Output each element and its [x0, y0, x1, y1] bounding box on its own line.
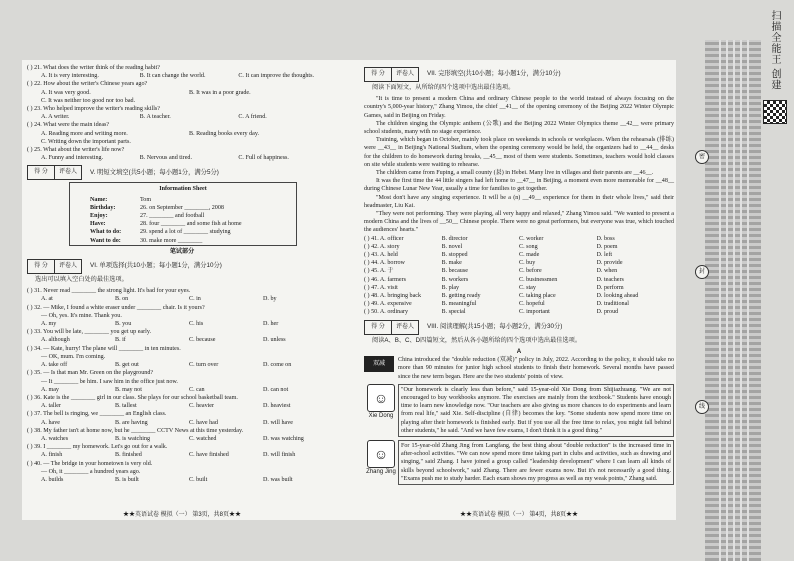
- page-3: [27, 64, 337, 519]
- information-sheet: [69, 182, 297, 245]
- cloze-option: ( ) 45. A. 于: [364, 268, 394, 275]
- mc-option: C. his: [189, 321, 204, 328]
- passage-paragraph: "Most don't have any singing experience. It will be a (n) __49__ experience for them in their whole lives," said their headmaster, Liu Kai.: [364, 194, 674, 209]
- info-row: Want to do: 30. make more ________: [90, 237, 203, 244]
- cloze-option: ( ) 50. A. ordinary: [364, 309, 409, 316]
- part-title: 笔试部分: [169, 247, 195, 255]
- section-5-header: [27, 165, 337, 180]
- score-box: 得 分 评卷人: [364, 320, 419, 335]
- mc-options: [27, 402, 337, 410]
- cloze-option-row: [364, 243, 674, 251]
- mc-option: A. although: [41, 337, 70, 344]
- options-23: A. A writer. B. A teacher. C. A friend.: [41, 114, 267, 121]
- cloze-option-row: [364, 251, 674, 259]
- zhang-jing-text: For 15-year-old Zhang Jing from Langfang, the best thing about "double reduction" is the increased time in after-school activities. "We can now spend more time taking part in clubs and activities, such as drawing and singing," said Zhang. I have joined a group called "leadership development" where I can learn all kinds of skills beyond schoolwork," said Zhang. There are fewer exams now. But it's not necessarily a good thing. "Exams push me to study harder. Each exam shows my progress as well as my weak points," Zhang said.: [398, 440, 674, 485]
- mc-question-reply: — It ________ be him. I saw him in the office just now.: [41, 378, 178, 385]
- cloze-option: ( ) 44. A. borrow: [364, 260, 405, 267]
- seal-circle: 封: [695, 265, 709, 279]
- mc-options: [27, 419, 337, 427]
- cloze-option: C. taking place: [519, 293, 556, 300]
- cloze-option-row: [364, 308, 674, 316]
- score-box: 得 分 评卷人: [27, 259, 82, 274]
- info-row: Have: 28. four ________ and some fish at home: [90, 221, 242, 228]
- cloze-option: ( ) 46. A. farmers: [364, 276, 406, 283]
- mc-option: D. come on: [263, 362, 292, 369]
- mc-options: [27, 361, 337, 369]
- mc-option: B. may not: [115, 386, 142, 393]
- mc-option: C. have had: [189, 419, 218, 426]
- xie-dong-text: "Our homework is clearly less than before," said 15-year-old Xie Dong from Shijiazhuang. "We are not encouraged to buy workbooks anymore. The exercises are mainly from the textbook." Students have enough time to learn new knowledge now. "Our teachers are also giving us more chances to do experiments and learn from real life," said Xie. Self-discipline (自律) becomes the key. "Some students now spend more time on playing after their homework is finished early. But if you use all the free time to relax, you might fall behind other students," he said. "And we have few exams, I don't think it is a good thing.": [398, 384, 674, 437]
- cloze-option: D. looking ahead: [596, 293, 639, 300]
- cloze-option: ( ) 43. A. held: [364, 252, 398, 259]
- section-6-instruction: 选出可以填入空白处的最佳选项。: [35, 276, 128, 284]
- mc-option: A. may: [41, 386, 59, 393]
- scanner-watermark: 扫描全能王 创建: [769, 10, 780, 91]
- cloze-option: B. getting ready: [441, 293, 481, 300]
- mc-option: C. in: [189, 296, 201, 303]
- cloze-option: B. because: [441, 268, 468, 275]
- mc-options: [27, 336, 337, 344]
- cloze-option: C. businessmen: [519, 276, 558, 283]
- section-7-title: VII. 完形填空(共10小题；每小题1分，满分10分): [427, 70, 561, 78]
- mc-option: D. was built: [263, 476, 293, 483]
- cloze-option: D. boss: [596, 235, 615, 242]
- options-22-c: C. It was neither too good nor too bad.: [41, 97, 136, 104]
- qr-code-icon: [763, 100, 787, 124]
- passage-paragraph: "It is time to present a modern China and ordinary Chinese people to the world instead of always focusing on the country's 5,000-year history," Zhang Yimou, the chief __41__ of the opening ceremony of the Beijing 2022 Winter Olympic Games, said in Beijing on Friday.: [364, 96, 674, 119]
- avatar: ☺ Zhang Jing: [364, 440, 398, 485]
- info-row: What to do: 29. spend a lot of ________ studying: [90, 229, 231, 236]
- info-row: Name: Tom: [90, 196, 152, 203]
- mc-option: B. on: [115, 296, 129, 303]
- info-title: Information Sheet: [159, 186, 207, 193]
- zhang-jing-block: [364, 440, 674, 485]
- mc-question: ( ) 33. You will be late, ________ you get up early.: [27, 329, 152, 336]
- mc-option: B. is built: [115, 476, 139, 483]
- question-22: ( ) 22. How about the writer's Chinese years ago?: [27, 81, 148, 88]
- cloze-option: D. left: [596, 252, 613, 259]
- mc-option: A. finish: [41, 452, 63, 459]
- mc-option: A. taller: [41, 403, 61, 410]
- score-box: 得 分 评卷人: [27, 165, 82, 180]
- page-footer: ★★英语试卷 模拟（一） 第4页，共8页★★: [459, 511, 578, 518]
- mc-option: B. are having: [115, 419, 148, 426]
- mc-option: A. have: [41, 419, 60, 426]
- cloze-option: C. buy: [519, 260, 536, 267]
- mc-option: B. if: [115, 337, 126, 344]
- cloze-option: D. when: [596, 268, 618, 275]
- question-24: ( ) 24. What were the main ideas?: [27, 122, 110, 129]
- mc-option: C. built: [189, 476, 208, 483]
- cloze-passage: [364, 95, 674, 234]
- mc-option: B. finished: [115, 452, 142, 459]
- mc-question-reply: — Oh, yes. It's mine. Thank you.: [41, 312, 122, 319]
- mc-option: C. because: [189, 337, 216, 344]
- passage-a-label: A: [516, 347, 522, 355]
- question-25: ( ) 25. What about the writer's life now?: [27, 147, 125, 154]
- cloze-option: B. special: [441, 309, 466, 316]
- section-6-title: VI. 单项选择(共10小题；每小题1分，满分10分): [90, 262, 222, 270]
- cloze-option: C. stay: [519, 284, 536, 291]
- cloze-option: ( ) 49. A. expensive: [364, 301, 412, 308]
- cloze-option: D. traditional: [596, 301, 629, 308]
- mc-question: ( ) 35. — Is that man Mr. Green on the playground?: [27, 370, 154, 377]
- mc-option: D. by: [263, 296, 277, 303]
- mc-option: C. turn over: [189, 362, 219, 369]
- page-4: [364, 64, 674, 519]
- mc-options: [27, 386, 337, 394]
- mc-option: B. tallest: [115, 403, 137, 410]
- mc-options: [27, 476, 337, 484]
- cloze-option: C. made: [519, 252, 540, 259]
- mc-question: ( ) 36. Kate is the ________ girl in our class. She plays for our school basketball team.: [27, 394, 238, 401]
- cloze-option: D. teachers: [596, 276, 624, 283]
- question-23: ( ) 23. Who helped improve the writer's reading skills?: [27, 106, 160, 113]
- mc-option: D. her: [263, 321, 279, 328]
- student-icon: ☺: [367, 384, 395, 412]
- intro-block: [364, 356, 674, 381]
- scan-texture-overlay: [719, 40, 749, 561]
- mc-question: ( ) 34. — Kate, hurry! The plane will ________ in ten minutes.: [27, 345, 181, 352]
- mc-question: ( ) 39. I ________ my homework. Let's go out for a walk.: [27, 444, 168, 451]
- mc-option: B. is watching: [115, 435, 151, 442]
- cloze-option-row: [364, 235, 674, 243]
- mc-options: [27, 295, 337, 303]
- cloze-option: ( ) 47. A. visit: [364, 284, 398, 291]
- mc-question-reply: — Oh, it ________ a hundred years ago.: [41, 468, 141, 475]
- mc-option: B. you: [115, 321, 132, 328]
- passage-paragraph: "They were not performing. They were playing, all very happy and relaxed," Zhang Yimou said. "We wanted to present a modern China and the lives of __50__ Chinese people. There were no great performers, but everyone was true, which touched the audiences' hearts.": [364, 211, 674, 234]
- mc-question: ( ) 32. — Mike, I found a white eraser under ________ chair. Is it yours?: [27, 304, 205, 311]
- mc-options: [27, 451, 337, 459]
- mc-question-reply: — OK, mum. I'm coming.: [41, 353, 106, 360]
- avatar: ☺ Xie Dong: [364, 384, 398, 437]
- options-22: A. It was very good. B. It was in a poor grade.: [41, 89, 251, 96]
- cloze-option: C. song: [519, 243, 538, 250]
- section-8-instruction: 阅读A、B、C、D四篇短文，然后从各小题所给的四个选项中选出最佳选项。: [372, 336, 582, 344]
- cloze-option: D. poem: [596, 243, 618, 250]
- mc-option: A. at: [41, 296, 53, 303]
- options-24: A. Reading more and writing more. B. Reading books every day.: [41, 130, 260, 137]
- info-row: Birthday: 26. on September ________, 2008: [90, 204, 224, 211]
- cloze-option: B. stopped: [441, 252, 468, 259]
- mc-question: ( ) 40. — The bridge in your hometown is very old.: [27, 460, 153, 467]
- options-25: A. Funny and interesting. B. Nervous and tired. C. Full of happiness.: [41, 155, 289, 162]
- cloze-options: [364, 235, 674, 317]
- cloze-option: ( ) 42. A. story: [364, 243, 400, 250]
- section-7-header: [364, 67, 674, 82]
- mc-option: C. watched: [189, 435, 217, 442]
- cloze-option: ( ) 41. A. officer: [364, 235, 404, 242]
- cloze-option: B. director: [441, 235, 468, 242]
- mc-option: B. get out: [115, 362, 139, 369]
- cloze-option: D. proud: [596, 309, 619, 316]
- cloze-option: B. play: [441, 284, 460, 291]
- info-row: Enjoy: 27. ________ and football: [90, 213, 205, 220]
- mc-option: A. take off: [41, 362, 68, 369]
- cloze-option-row: [364, 259, 674, 267]
- mc-option: A. builds: [41, 476, 64, 483]
- intro-text: China introduced the "double reduction (双减)" policy in July, 2022. According to the policy, it should take no more than 90 minutes for junior high school students to finish their homework. Several months have passed since the new term began. Here are the two students' points of view.: [398, 357, 674, 380]
- cloze-option: C. hopeful: [519, 301, 545, 308]
- mc-option: A. my: [41, 321, 57, 328]
- cloze-option: D. provide: [596, 260, 623, 267]
- section-6-header: [27, 259, 337, 274]
- binding-strip: [698, 10, 794, 561]
- double-reduction-logo: 双减: [364, 356, 394, 372]
- mc-question: ( ) 31. Never read ________ the strong light. It's bad for your eyes.: [27, 288, 191, 295]
- cloze-option: C. before: [519, 268, 542, 275]
- mc-option: D. will finish: [263, 452, 296, 459]
- question-21: ( ) 21. What does the writer think of the reading habit?: [27, 65, 160, 71]
- cloze-option: C. important: [519, 309, 550, 316]
- section-8-title: VIII. 阅读理解(共15小题；每小题2分，满分30分): [427, 323, 563, 331]
- passage-paragraph: The children singing the Olympic anthem (公歌) and the Beijing 2022 Winter Olympics theme __42__ were primary school students, many with no stage experience.: [364, 120, 674, 136]
- mc-option: D. heaviest: [263, 403, 291, 410]
- passage-paragraph: Training, which began in October, mainly took place on weekends in schools or workplaces. When the rehearsals (排练) were __43__ in Beijing's National Stadium, when the opening ceremony would be held, the organizers had to __44__ desks for the children to do homework during breaks, __45__ most of them were students. Sometimes, teachers would hold classes on site while students were waiting to rehearse.: [364, 137, 674, 168]
- cloze-option-row: [364, 292, 674, 300]
- score-box: 得 分 评卷人: [364, 67, 419, 82]
- section-5-title: V. 明短文填空(共5小题；每小题1分，满分5分): [90, 168, 219, 176]
- cloze-option-row: [364, 276, 674, 284]
- mc-option: C. heavier: [189, 403, 215, 410]
- mc-option: D. unless: [263, 337, 286, 344]
- options-24-c: C. Writing down the important parts.: [41, 138, 131, 145]
- seal-circle: 密: [695, 150, 709, 164]
- mc-option: C. have finished: [189, 452, 229, 459]
- mc-question: ( ) 37. The bell is ringing, we ________ an English class.: [27, 411, 167, 418]
- section-8-header: [364, 320, 674, 335]
- xie-dong-block: [364, 384, 674, 437]
- mc-question: ( ) 38. My father isn't at home now, but he ________ CCTV News at this time yesterday.: [27, 427, 244, 434]
- passage-paragraph: It was the first time the 44 little singers had left home to __47__ in Beijing, a moment even more memorable for __48__ during Chinese Lunar New Year, usually a time for families to get together.: [364, 178, 674, 193]
- cloze-option: B. meaningful: [441, 301, 477, 308]
- cloze-option: B. make: [441, 260, 462, 267]
- seal-circle: 线: [695, 400, 709, 414]
- cloze-option-row: [364, 300, 674, 308]
- mc-option: C. can: [189, 386, 205, 393]
- cloze-option: C. worker: [519, 235, 544, 242]
- cloze-option: B. workers: [441, 276, 469, 283]
- passage-paragraph: The children came from Fuping, a small county (县) in Hebei. Many live in villages and their parents are __46__.: [376, 170, 654, 177]
- cloze-option: D. perform: [596, 284, 624, 291]
- mc-option: D. will have: [263, 419, 293, 426]
- cloze-option-row: [364, 284, 674, 292]
- mc-option: A. watches: [41, 435, 69, 442]
- student-icon: ☺: [367, 440, 395, 468]
- cloze-option: B. novel: [441, 243, 463, 250]
- multiple-choice-list: [27, 287, 337, 484]
- mc-options: [27, 435, 337, 443]
- section-7-instruction: 阅读下面短文，从所给的四个选项中选出最佳选项。: [372, 84, 515, 91]
- cloze-option-row: [364, 267, 674, 275]
- page-footer: ★★英语试卷 模拟（一） 第3页，共8页★★: [122, 511, 241, 518]
- options-21: A. It is very interesting. B. It can change the world. C. It can improve the thoughts.: [41, 73, 314, 80]
- mc-option: D. was watching: [263, 435, 304, 442]
- mc-options: [27, 320, 337, 328]
- cloze-option: ( ) 48. A. bringing back: [364, 293, 422, 300]
- mc-option: D. can not: [263, 386, 289, 393]
